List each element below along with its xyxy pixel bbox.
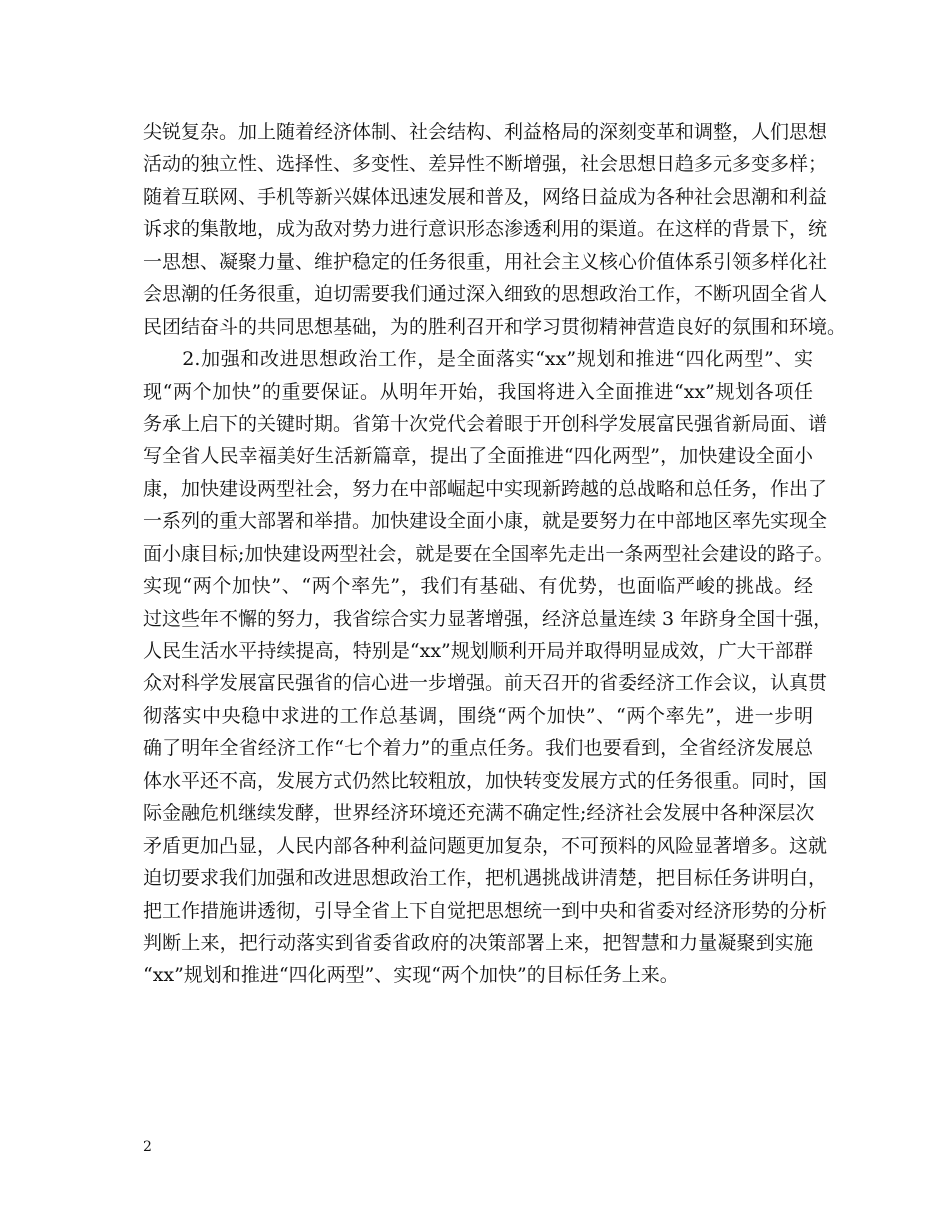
text-line: 迫切要求我们加强和改进思想政治工作，把机遇挑战讲清楚，把目标任务讲明白， [143,867,828,890]
text-line: 一思想、凝聚力量、维护稳定的任务很重，用社会主义核心价值体系引领多样化社 [143,250,828,273]
text-line: 一系列的重大部署和举措。加快建设全面小康，就是要努力在中部地区率先实现全 [143,510,828,533]
text-line: 把工作措施讲透彻，引导全省上下自觉把思想统一到中央和省委对经济形势的分析 [143,899,828,922]
text-line: 体水平还不高，发展方式仍然比较粗放，加快转变发展方式的任务很重。同时，国 [143,769,828,792]
text-line: 现“两个加快”的重要保证。从明年开始，我国将进入全面推进“xx”规划各项任 [143,380,813,403]
text-line: 诉求的集散地，成为敌对势力进行意识形态渗透利用的渠道。在这样的背景下，统 [143,218,828,241]
text-line: 务承上启下的关键时期。省第十次党代会着眼于开创科学发展富民强省新局面、谱 [143,412,828,435]
text-line: 际金融危机继续发酵，世界经济环境还充满不确定性;经济社会发展中各种深层次 [143,802,815,825]
text-line: 尖锐复杂。加上随着经济体制、社会结构、利益格局的深刻变革和调整，人们思想 [143,121,828,143]
text-line: 面小康目标;加快建设两型社会，就是要在全国率先走出一条两型社会建设的路子。 [143,542,834,565]
text-line: 写全省人民幸福美好生活新篇章，提出了全面推进“四化两型”，加快建设全面小 [143,445,813,468]
text-line: 会思潮的任务很重，迫切需要我们通过深入细致的思想政治工作，不断巩固全省人 [143,283,828,306]
text-line: 民团结奋斗的共同思想基础，为的胜利召开和学习贯彻精神营造良好的氛围和环境。 [143,315,847,338]
text-line: 随着互联网、手机等新兴媒体迅速发展和普及，网络日益成为各种社会思潮和利益 [143,185,828,208]
text-line: 人民生活水平持续提高，特别是“xx”规划顺利开局并取得明显成效，广大干部群 [143,640,813,662]
text-line: “xx”规划和推进“四化两型”、实现“两个加快”的目标任务上来。 [143,964,679,987]
text-line: 确了明年全省经济工作“七个着力”的重点任务。我们也要看到，全省经济发展总 [143,737,813,760]
text-line: 2.加强和改进思想政治工作，是全面落实“xx”规划和推进“四化两型”、实 [143,348,813,371]
page-number: 2 [143,1139,152,1155]
body-text [143,116,847,992]
text-line: 彻落实中央稳中求进的工作总基调，围绕“两个加快”、“两个率先”，进一步明 [143,704,813,727]
text-line: 活动的独立性、选择性、多变性、差异性不断增强，社会思想日趋多元多变多样； [143,153,828,176]
text-line: 众对科学发展富民强省的信心进一步增强。前天召开的省委经济工作会议，认真贯 [143,672,828,695]
text-line: 实现“两个加快”、“两个率先”，我们有基础、有优势，也面临严峻的挑战。经 [143,575,813,598]
text-line: 康，加快建设两型社会，努力在中部崛起中实现新跨越的总战略和总任务，作出了 [143,477,828,500]
text-line: 过这些年不懈的努力，我省综合实力显著增强，经济总量连续 3 年跻身全国十强， [143,607,833,630]
text-line: 判断上来，把行动落实到省委省政府的决策部署上来，把智慧和力量凝聚到实施 [143,931,813,954]
text-line: 矛盾更加凸显，人民内部各种利益问题更加复杂，不可预料的风险显著增多。这就 [143,834,828,857]
